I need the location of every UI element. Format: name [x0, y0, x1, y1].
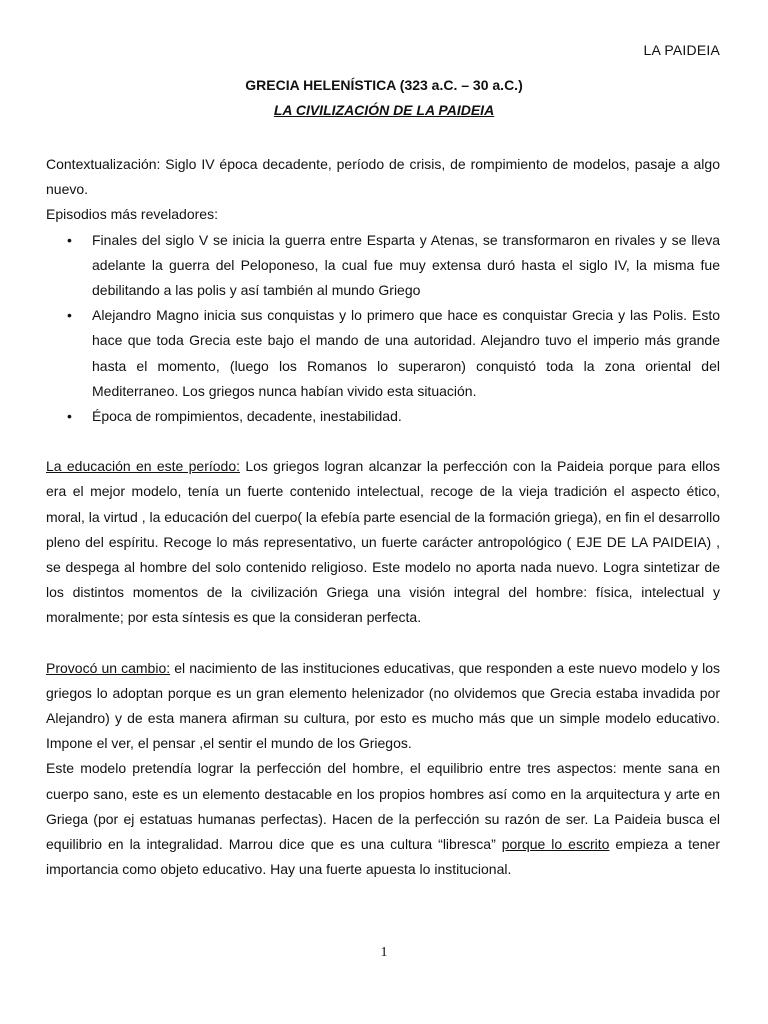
model-underlined-phrase: porque lo escrito: [501, 836, 610, 853]
page-number: 1: [380, 945, 388, 960]
change-text: el nacimiento de las instituciones educativas, que responden a este nuevo modelo y los griegos lo adoptan porque es un gran elemento helenizador (no olvidemos que Grecia estaba invadida por Alejandro) y de esta manera afirman su cultura, por esto es mucho más que un simple modelo educativo. Impone el ver, el pensar ,el sentir el mundo de los Griegos.: [46, 659, 720, 752]
document-body: [46, 152, 720, 882]
bullet-icon: •: [67, 307, 72, 324]
list-item-text: Época de rompimientos, decadente, inestabilidad.: [92, 408, 402, 425]
education-paragraph: [46, 454, 720, 630]
context-paragraph: Contextualización: Siglo IV época decadente, período de crisis, de rompimiento de modelos, pasaje a algo nuevo.: [46, 156, 720, 198]
paragraph-spacer: [46, 429, 720, 454]
education-text: Los griegos logran alcanzar la perfección con la Paideia porque para ellos era el mejor modelo, tenía un fuerte contenido intelectual, recoge de la vieja tradición el aspecto ético, moral, la virtud , la educación del cuerpo( la efebía parte esencial de la formación griega), en fin el desarrollo pleno del espíritu. Recoge lo más representativo, un fuerte carácter antropológico ( EJE DE LA PAIDEIA) , se despega al hombre del solo contenido religioso. Este modelo no aporta nada nuevo. Logra sintetizar de los distintos momentos de la civilización Griega una visión integral del hombre: física, intelectual y moralmente; por esta síntesis es que la consideran perfecta.: [46, 458, 720, 626]
change-label: Provocó un cambio:: [46, 659, 171, 676]
model-paragraph: [46, 756, 720, 882]
list-item: [46, 228, 720, 304]
list-item: [46, 303, 720, 404]
model-text-after: empieza a tener importancia como objeto educativo. Hay una fuerte apuesta lo institucional.: [46, 836, 720, 878]
model-text-before: Este modelo pretendía lograr la perfección del hombre, el equilibrio entre tres aspectos: mente sana en cuerpo sano, este es un elemento destacable en los propios hombres así como en la arquitectura y arte en Griega (por ej estatuas humanas perfectas). Hacen de la perfección su razón de ser. La Paideia busca el equilibrio en la integralidad. Marrou dice que es una cultura “libresca”: [46, 760, 720, 853]
bullet-icon: •: [67, 231, 72, 248]
episodes-heading: Episodios más reveladores:: [46, 206, 218, 223]
education-label: La educación en este período:: [46, 458, 241, 475]
bullet-icon: •: [67, 408, 72, 425]
change-paragraph: [46, 656, 720, 757]
paragraph-spacer: [46, 631, 720, 656]
document-subtitle: LA CIVILIZACIÓN DE LA PAIDEIA: [273, 102, 495, 118]
episodes-list: [46, 228, 720, 430]
list-item-text: Finales del siglo V se inicia la guerra entre Esparta y Atenas, se transformaron en rivales y se lleva adelante la guerra del Peloponeso, la cual fue muy extensa duró hasta el siglo IV, la misma fue debilitando a las polis y así también al mundo Griego: [92, 231, 720, 299]
list-item-text: Alejandro Magno inicia sus conquistas y lo primero que hace es conquistar Grecia y las Polis. Esto hace que toda Grecia este bajo el mando de una autoridad. Alejandro tuvo el imperio más grande hasta el momento, (luego los Romanos lo superaron) conquistó toda la zona oriental del Mediterraneo. Los griegos nunca habían vivido esta situación.: [92, 307, 720, 399]
document-title: GRECIA HELENÍSTICA (323 a.C. – 30 a.C.): [245, 77, 523, 93]
list-item: [46, 404, 720, 429]
running-header: LA PAIDEIA: [643, 42, 720, 58]
